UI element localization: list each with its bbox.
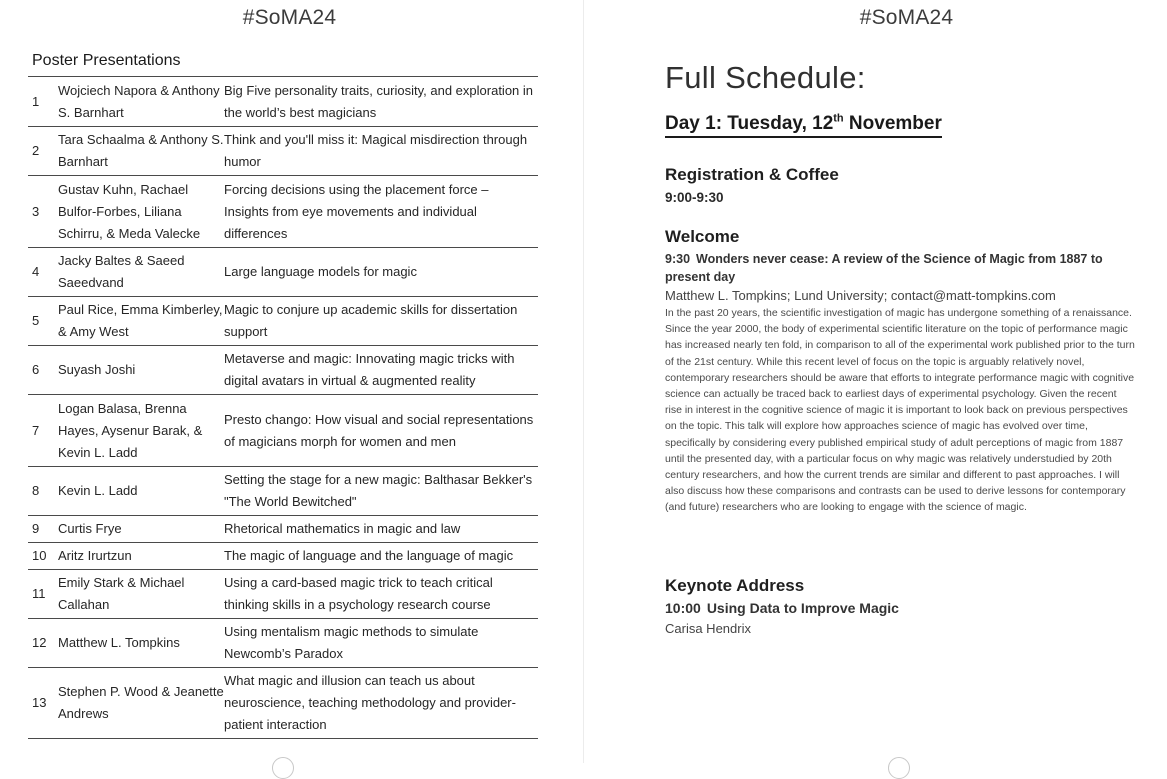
poster-title: Magic to conjure up academic skills for dissertation support xyxy=(224,297,538,346)
poster-number: 9 xyxy=(28,516,58,543)
page-number-circle xyxy=(272,757,294,779)
poster-authors: Jacky Baltes & Saeed Saeedvand xyxy=(58,248,224,297)
poster-title: Using mentalism magic methods to simulate Newcomb’s Paradox xyxy=(224,619,538,668)
poster-number: 3 xyxy=(28,176,58,248)
poster-row xyxy=(28,543,538,570)
poster-authors: Suyash Joshi xyxy=(58,346,224,395)
page-number-circle xyxy=(888,757,910,779)
poster-authors: Aritz Irurtzun xyxy=(58,543,224,570)
hashtag-header: #SoMA24 xyxy=(859,6,954,29)
day-heading-month: November xyxy=(843,113,942,134)
day-heading-text: Day 1: Tuesday, 12 xyxy=(665,113,834,134)
poster-number: 10 xyxy=(28,543,58,570)
poster-row xyxy=(28,127,538,176)
poster-number: 7 xyxy=(28,395,58,467)
poster-title: Forcing decisions using the placement force – Insights from eye movements and individual differences xyxy=(224,176,538,248)
poster-row xyxy=(28,516,538,543)
poster-row xyxy=(28,395,538,467)
poster-title: Big Five personality traits, curiosity, and exploration in the world’s best magicians xyxy=(224,77,538,127)
poster-authors: Wojciech Napora & Anthony S. Barnhart xyxy=(58,77,224,127)
poster-row xyxy=(28,570,538,619)
poster-row xyxy=(28,77,538,127)
registration-heading: Registration & Coffee xyxy=(665,165,839,184)
poster-title: Think and you'll miss it: Magical misdirection through humor xyxy=(224,127,538,176)
talk-time: 9:30 xyxy=(665,252,691,266)
poster-row xyxy=(28,619,538,668)
poster-number: 8 xyxy=(28,467,58,516)
poster-number: 6 xyxy=(28,346,58,395)
poster-authors: Emily Stark & Michael Callahan xyxy=(58,570,224,619)
poster-title: Presto chango: How visual and social representations of magicians morph for women and men xyxy=(224,395,538,467)
welcome-speaker: Matthew L. Tompkins; Lund University; contact@matt-tompkins.com xyxy=(665,288,1056,303)
poster-number: 1 xyxy=(28,77,58,127)
poster-number: 12 xyxy=(28,619,58,668)
keynote-speaker: Carisa Hendrix xyxy=(665,621,751,636)
welcome-abstract: In the past 20 years, the scientific investigation of magic has undergone something of a renaissance. Since the year 2000, the body of experimental scientific literature on the topic of performance magic has increased nearly ten fold, in comparison to all of the experimental work published prior to the turn of the 21st century. While this recent level of focus on the topic is arguably relatively novel, contemporary researchers should be aware that efforts to integrate performance magic with cognitive science can actually be traced back to earliest days of experimental psychology. Given the recent rise in interest in the cognitive science of magic it is important to look back on previous perspectives on the topic. This talk will explore how approaches science of magic has evolved over time, specifically by considering every published empirical study of adult perceptions of magic from 1887 until the presented day, with a particular focus on why magic was relatively understudied by 20th century researchers, and how the current trends are similar and different to past approaches. I will also discuss how these comparisons and contrasts can be used to derive lessons for contemporary (and future) researchers who are looking to engage with the science of magic. xyxy=(665,307,1135,514)
poster-title: Large language models for magic xyxy=(224,248,538,297)
poster-row xyxy=(28,668,538,739)
poster-number: 4 xyxy=(28,248,58,297)
poster-authors: Kevin L. Ladd xyxy=(58,467,224,516)
talk-title: Using Data to Improve Magic xyxy=(706,600,899,616)
schedule-title: Full Schedule: xyxy=(665,60,866,95)
poster-authors: Curtis Frye xyxy=(58,516,224,543)
poster-title: The magic of language and the language of magic xyxy=(224,543,538,570)
welcome-heading: Welcome xyxy=(665,227,740,246)
poster-number: 2 xyxy=(28,127,58,176)
poster-row xyxy=(28,297,538,346)
poster-title: Setting the stage for a new magic: Balthasar Bekker's "The World Bewitched" xyxy=(224,467,538,516)
talk-title: Wonders never cease: A review of the Science of Magic from 1887 to present day xyxy=(665,252,1103,284)
poster-authors: Matthew L. Tompkins xyxy=(58,619,224,668)
keynote-talk xyxy=(665,600,899,616)
poster-authors: Gustav Kuhn, Rachael Bulfor-Forbes, Liliana Schirru, & Meda Valecke xyxy=(58,176,224,248)
poster-title: Using a card-based magic trick to teach critical thinking skills in a psychology research course xyxy=(224,570,538,619)
poster-title: Rhetorical mathematics in magic and law xyxy=(224,516,538,543)
poster-authors: Logan Balasa, Brenna Hayes, Aysenur Barak, & Kevin L. Ladd xyxy=(58,395,224,467)
talk-time: 10:00 xyxy=(665,600,701,616)
section-title: Poster Presentations xyxy=(32,52,181,69)
poster-table xyxy=(28,76,538,739)
poster-table-body xyxy=(28,77,538,739)
poster-authors: Tara Schaalma & Anthony S. Barnhart xyxy=(58,127,224,176)
poster-row xyxy=(28,467,538,516)
poster-number: 13 xyxy=(28,668,58,739)
poster-authors: Paul Rice, Emma Kimberley, & Amy West xyxy=(58,297,224,346)
poster-number: 5 xyxy=(28,297,58,346)
right-page xyxy=(584,0,1167,763)
poster-title: Metaverse and magic: Innovating magic tricks with digital avatars in virtual & augmented reality xyxy=(224,346,538,395)
registration-time: 9:00-9:30 xyxy=(665,190,724,205)
welcome-talk xyxy=(665,250,1115,286)
left-page xyxy=(0,0,583,763)
poster-row xyxy=(28,346,538,395)
poster-row xyxy=(28,176,538,248)
keynote-heading: Keynote Address xyxy=(665,576,805,595)
day-ordinal-suffix: th xyxy=(833,112,844,125)
day-heading xyxy=(665,112,942,138)
poster-title: What magic and illusion can teach us about neuroscience, teaching methodology and provider-patient interaction xyxy=(224,668,538,739)
poster-authors: Stephen P. Wood & Jeanette Andrews xyxy=(58,668,224,739)
poster-number: 11 xyxy=(28,570,58,619)
poster-row xyxy=(28,248,538,297)
hashtag-header: #SoMA24 xyxy=(242,6,337,29)
